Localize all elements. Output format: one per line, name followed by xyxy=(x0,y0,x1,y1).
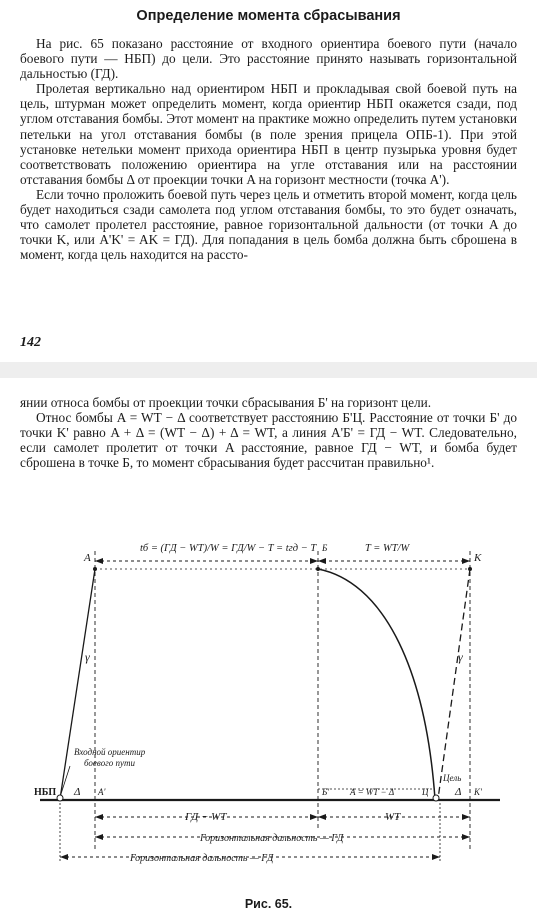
paragraph: янии относа бомбы от проекции точки сбрасывания Б' на горизонт цели. xyxy=(20,395,432,410)
label-landmark-line1: Входной ориентир xyxy=(74,747,146,757)
arrow xyxy=(95,814,103,820)
sight-line-target xyxy=(438,569,470,799)
arrow xyxy=(60,854,68,860)
book-page-142 xyxy=(0,0,537,362)
paragraph: На рис. 65 показано расстояние от входного ориентира боевого пути (начало боевого пути — НБП) до цели. Это расстояние принято называть горизонтальной дальностью (ГД). xyxy=(20,36,517,82)
label-GD-minus-WT: ГД − WT xyxy=(185,811,227,823)
paragraph: Пролетая вертикально над ориентиром НБП и прокладывая свой боевой путь на цель, штурман может определить момент, когда ориентир НБП окажется сзади, под углом отставания бомбы. Этот момент на практике можно определить путем установки петельки на угол отставания бомбы (в поле зрения прицела ОПБ-1). При этой установке нетельки момент прихода ориентира НБП в центр пузырька уровня будет соответствовать положению ориентира на угле отставания или на расстоянии отставания бомбы Δ от проекции точки A на горизонт местности (точка A'). xyxy=(20,81,517,187)
label-landmark-line2: боевого пути xyxy=(84,758,135,768)
arrow xyxy=(462,834,470,840)
arrow xyxy=(462,558,470,564)
paragraph: Относ бомбы A = WT − Δ соответствует расстоянию Б'Ц. Расстояние от точки Б' до точки K' равно A + Δ = (WT − Δ) + Δ = WT, а линия A'Б' = ГД − WT. Следовательно, если самолет пролетит от точки A расстояние, равное ГД − WT, и бомба будет сброшена в точке Б, то момент сбрасывания будет рассчитан правильно¹. xyxy=(20,410,517,471)
nbp-landmark-symbol xyxy=(57,795,63,801)
arrow xyxy=(432,854,440,860)
label-B-prime: Б' xyxy=(322,787,330,797)
label-gamma-right: γ xyxy=(458,650,463,664)
bomb-trajectory xyxy=(318,569,435,799)
page-number: 142 xyxy=(20,335,41,350)
section-title: Определение момента сбрасывания xyxy=(136,8,401,24)
page1-body xyxy=(20,36,517,262)
paragraph: Если точно проложить боевой путь через цель и отметить второй момент, когда цель будет находиться сзади самолета под углом отставания бомбы, то это будет означать, что самолет пролетел расстояние, равное горизонтальной дальности (от точки A до точки K, или A'K' = AK = ГД). Для попадания в цель бомба должна быть сброшена в момент, когда цель находится на рассто- xyxy=(20,186,517,263)
arrow xyxy=(95,834,103,840)
page2-body xyxy=(20,395,517,470)
label-T-formula: T = WT/W xyxy=(365,543,410,554)
label-tb-formula: tб = (ГД − WT)/W = ГД/W − T = tгд − T xyxy=(140,543,317,554)
label-WT: WT xyxy=(385,811,401,823)
label-NBP: НБП xyxy=(34,787,57,798)
point-B xyxy=(316,567,320,571)
label-horizontal-distance-1: Горизонтальная дальность — ГД xyxy=(200,833,344,844)
target-symbol xyxy=(433,795,439,801)
point-A xyxy=(93,567,97,571)
page-separator xyxy=(0,362,537,378)
label-B: Б xyxy=(322,543,328,553)
label-delta-left: Δ xyxy=(74,786,81,798)
book-page-143 xyxy=(0,378,537,915)
label-A-prime: A' xyxy=(98,787,106,797)
point-K xyxy=(468,567,472,571)
figure-caption: Рис. 65. xyxy=(244,897,293,911)
label-K-prime: K' xyxy=(474,787,482,797)
label-K: K xyxy=(474,552,482,564)
label-gamma-left: γ xyxy=(85,650,90,664)
label-target: Цель xyxy=(443,773,462,783)
label-A: A xyxy=(84,552,91,564)
landmark-leader xyxy=(60,766,70,797)
arrow xyxy=(95,558,103,564)
label-horizontal-distance-2: Горизонтальная дальность — ГД xyxy=(130,853,274,864)
arrow xyxy=(318,558,326,564)
arrow xyxy=(318,814,326,820)
figure-65-diagram xyxy=(0,521,537,893)
arrow xyxy=(462,814,470,820)
label-A-formula: A = WT − Δ xyxy=(350,787,395,797)
label-C: Ц xyxy=(422,787,429,797)
arrow xyxy=(310,814,318,820)
label-delta-right: Δ xyxy=(455,786,462,798)
arrow xyxy=(310,558,318,564)
